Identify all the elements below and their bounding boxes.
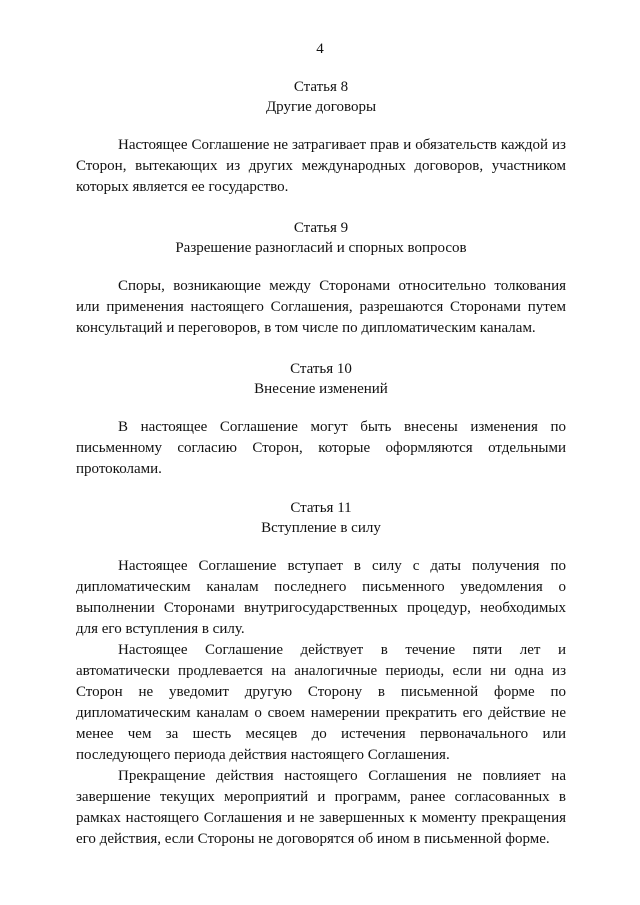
- article-body: [76, 135, 566, 198]
- article-title: Разрешение разногласий и спорных вопросов: [175, 240, 467, 256]
- article-title: Другие договоры: [265, 99, 377, 115]
- article-title: Внесение изменений: [254, 381, 388, 397]
- article-heading: [76, 218, 566, 258]
- article-heading: [76, 77, 566, 117]
- article-paragraph: Прекращение действия настоящего Соглашения не повлияет на завершение текущих мероприятий и программ, ранее согласованных в рамках настоящего Соглашения и не завершенных к моменту прекращения его действия, если Стороны не договорятся об ином в письменной форме.: [76, 768, 566, 847]
- article-paragraph: В настоящее Соглашение могут быть внесены изменения по письменному согласию Сторон, которые оформляются отдельными протоколами.: [76, 419, 566, 477]
- article-number: Статья 11: [290, 500, 352, 516]
- article-body: [76, 556, 566, 850]
- article-paragraph: Настоящее Соглашение действует в течение пяти лет и автоматически продлевается на аналогичные периоды, если ни одна из Сторон не уведомит другую Сторону в письменной форме по дипломатическим каналам о своем намерении прекратить его действие не менее чем за шесть месяцев до истечения первоначального или последующего периода действия настоящего Соглашения.: [76, 642, 566, 763]
- article-9: [76, 218, 566, 339]
- page-number: 4: [316, 41, 324, 57]
- article-number: Статья 8: [293, 79, 349, 95]
- article-title: Вступление в силу: [261, 520, 381, 536]
- article-spacer: [76, 480, 566, 498]
- article-body: [76, 276, 566, 339]
- article-8: [76, 77, 566, 198]
- article-number: Статья 10: [290, 361, 352, 377]
- article-paragraph: Споры, возникающие между Сторонами относительно толкования или применения настоящего Соглашения, разрешаются Сторонами путем консультаций и переговоров, в том числе по дипломатическим каналам.: [76, 278, 566, 336]
- article-spacer: [76, 339, 566, 359]
- article-heading: [76, 498, 566, 538]
- article-paragraph: Настоящее Соглашение вступает в силу с даты получения по дипломатическим каналам последнего письменного уведомления о выполнении Сторонами внутригосударственных процедур, необходимых для его вступления в силу.: [76, 558, 566, 637]
- article-heading: [76, 359, 566, 399]
- article-paragraph: Настоящее Соглашение не затрагивает прав и обязательств каждой из Сторон, вытекающих из других международных договоров, участником которых является ее государство.: [76, 137, 566, 195]
- document-content: [76, 77, 566, 850]
- article-number: Статья 9: [293, 220, 349, 236]
- article-10: [76, 359, 566, 480]
- article-body: [76, 417, 566, 480]
- article-11: [76, 498, 566, 850]
- article-spacer: [76, 198, 566, 218]
